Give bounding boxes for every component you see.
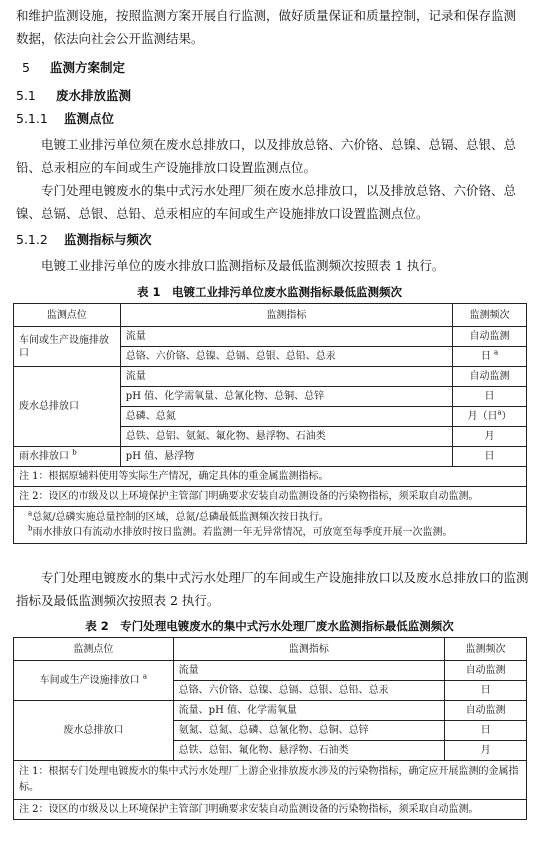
table-header-cell: 监测点位 [14,304,121,327]
indicator-cell: pH 值、悬浮物 [120,447,452,467]
indicator-cell: 总磷、总氮 [120,407,452,427]
section-5-heading: 5 监测方案制定 [22,60,126,75]
footnote-text: 总氮/总磷实施总量控制的区域，总氮/总磷最低监测频次按日执行。 [32,512,329,523]
table-header-cell: 监测点位 [14,638,174,661]
table-note: 注 1：根据专门处理电镀废水的集中式污水处理厂上游企业排放废水涉及的污染物指标，确定应开展监测的金属指标。 [14,761,527,800]
frequency-cell: 日 [445,681,527,701]
table-note: 注 2：设区的市级及以上环境保护主管部门明确要求安装自动监测设备的污染物指标，须采取自动监测。 [14,487,527,507]
frequency-cell: 月（日$^a$） [453,407,527,427]
table-2-intro-paragraph: 专门处理电镀废水的集中式污水处理厂的车间或生产设施排放口以及废水总排放口的监测指标及最低监测频次按照表 2 执行。 [16,570,529,608]
intro-paragraph [0,4,539,50]
table-1-header-row [14,304,527,327]
table-note-row [14,467,527,487]
table-2-header-row [14,638,527,661]
indicator-cell: 流量 [120,367,452,387]
frequency-cell: 日 [453,387,527,407]
table-note-row [14,800,527,820]
table-2-caption: 表 2 专门处理电镀废水的集中式污水处理厂废水监测指标最低监测频次 [85,619,454,633]
table-row [14,367,527,387]
table-header-cell: 监测频次 [453,304,527,327]
point-cell: 车间或生产设施排放口 [14,327,121,367]
point-cell: 车间或生产设施排放口 $^a$ [14,661,174,701]
point-cell: 废水总排放口 [14,701,174,761]
table-note-row [14,487,527,507]
indicator-cell: 总铬、六价铬、总镍、总镉、总银、总铅、总汞 [173,681,444,701]
indicator-cell: 总铁、总铝、氟化物、悬浮物、石油类 [173,741,444,761]
point-cell: 雨水排放口 $^b$ [14,447,121,467]
section-5-1-1-paragraph-1: 电镀工业排污单位须在废水总排放口，以及排放总铬、六价铬、总镍、总镉、总银、总铅、总汞相应的车间或生产设施排放口设置监测点位。 [16,137,517,175]
frequency-cell: 自动监测 [445,661,527,681]
table-header-cell: 监测频次 [445,638,527,661]
indicator-cell: 总铬、六价铬、总镍、总镉、总银、总铅、总汞 [120,347,452,367]
footnote-marker: a [497,408,502,417]
table-footnote-row [14,507,527,544]
frequency-cell: 日 [453,447,527,467]
footnote-text: 雨水排放口有流动水排放时按日监测。若监测一年无异常情况，可放宽至每季度开展一次监测。 [32,527,453,538]
footnote-marker: b [28,524,33,533]
table-row [14,701,527,721]
frequency-cell: 月 [445,741,527,761]
intro-line-1: 和维护监测设施，按照监测方案开展自行监测，做好质量保证和质量控制，记录和保存监测 [16,8,517,23]
footnote-marker: a [28,509,33,518]
indicator-cell: 流量 [173,661,444,681]
section-5-1-1-heading: 5.1.1 监测点位 [16,111,115,126]
table-row [14,447,527,467]
indicator-cell: 氨氮、总氮、总磷、总氰化物、总铜、总锌 [173,721,444,741]
indicator-cell: 流量 [120,327,452,347]
footnote-marker: a [142,672,148,681]
table-1 [13,303,527,544]
frequency-cell: 日 $^a$ [453,347,527,367]
frequency-cell: 自动监测 [453,367,527,387]
section-5-1-1-paragraph-2: 专门处理电镀废水的集中式污水处理厂须在废水总排放口，以及排放总铬、六价铬、总镍、总镉、总银、总铅、总汞相应的车间或生产设施排放口设置监测点位。 [16,183,517,221]
table-row [14,661,527,681]
indicator-cell: pH 值、化学需氧量、总氰化物、总铜、总锌 [120,387,452,407]
table-header-cell: 监测指标 [120,304,452,327]
table-header-cell: 监测指标 [173,638,444,661]
table-1-caption: 表 1 电镀工业排污单位废水监测指标最低监测频次 [136,285,402,299]
table-note-row [14,761,527,800]
table-footnotes [14,507,527,544]
section-5-1-2-heading: 5.1.2 监测指标与频次 [16,232,152,247]
footnote-marker: b [72,448,77,457]
table-row [14,327,527,347]
footnote-marker: a [494,348,499,357]
table-note: 注 1：根据原辅料使用等实际生产情况，确定具体的重金属监测指标。 [14,467,527,487]
section-5-1-2-paragraph: 电镀工业排污单位的废水排放口监测指标及最低监测频次按照表 1 执行。 [41,258,445,273]
table-note: 注 2：设区的市级及以上环境保护主管部门明确要求安装自动监测设备的污染物指标，须采取自动监测。 [14,800,527,820]
indicator-cell: 总铁、总铝、氨氮、氟化物、悬浮物、石油类 [120,427,452,447]
frequency-cell: 月 [453,427,527,447]
frequency-cell: 日 [445,721,527,741]
frequency-cell: 自动监测 [453,327,527,347]
frequency-cell: 自动监测 [445,701,527,721]
indicator-cell: 流量、pH 值、化学需氧量 [173,701,444,721]
table-2 [13,637,527,820]
point-cell: 废水总排放口 [14,367,121,447]
intro-line-2: 数据，依法向社会公开监测结果。 [16,31,204,46]
section-5-1-heading: 5.1 废水排放监测 [16,88,132,103]
